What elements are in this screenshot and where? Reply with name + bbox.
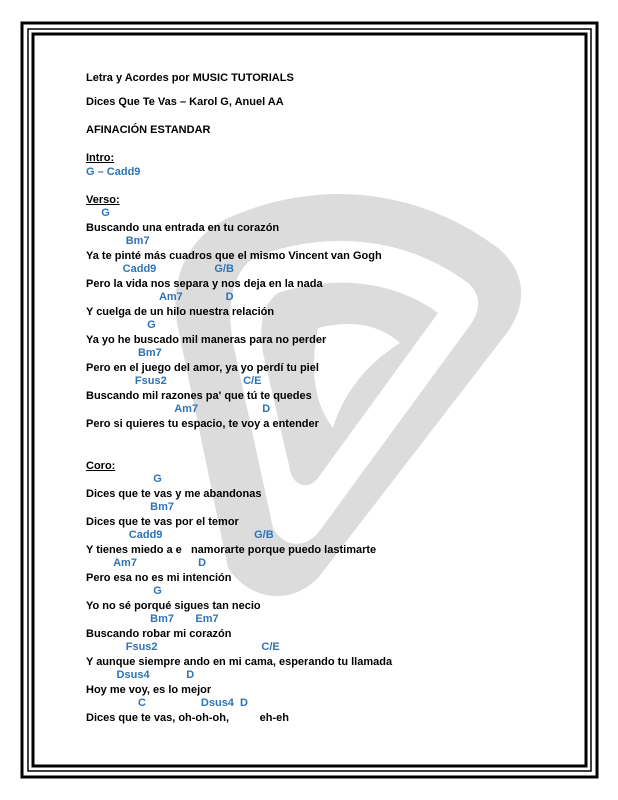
chorus-lyric-8: Hoy me voy, es lo mejor (86, 684, 212, 696)
chorus-heading: Coro: (86, 460, 116, 472)
verse-lyric-4: Y cuelga de un hilo nuestra relación (86, 306, 275, 318)
verse-lyric-1: Buscando una entrada en tu corazón (86, 222, 280, 234)
verse-chords-2: Bm7 (86, 235, 150, 247)
chorus-chords-4: Am7 D (86, 557, 207, 569)
verse-chords-7: Fsus2 C/E (86, 375, 262, 387)
chorus-chords-8: Dsus4 D (86, 669, 195, 681)
verse-chords-3: Cadd9 G/B (86, 263, 234, 275)
chorus-lyric-6: Buscando robar mi corazón (86, 628, 232, 640)
chorus-lyric-5: Yo no sé porqué sigues tan necio (86, 600, 261, 612)
chorus-chords-1: G (86, 473, 162, 485)
verse-chords-4: Am7 D (86, 291, 234, 303)
verse-lyric-6: Pero en el juego del amor, ya yo perdí tu piel (86, 362, 319, 374)
verse-chords-6: Bm7 (86, 347, 162, 359)
chorus-chords-5: G (86, 585, 162, 597)
verse-lyric-7: Buscando mil razones pa' que tú te quedes (86, 390, 312, 402)
chorus-lyric-2: Dices que te vas por el temor (86, 516, 239, 528)
chorus-lyric-7: Y aunque siempre ando en mi cama, esperando tu llamada (86, 656, 393, 668)
chorus-lyric-9: Dices que te vas, oh-oh-oh, eh-eh (86, 712, 289, 724)
credit-line: Letra y Acordes por MUSIC TUTORIALS (86, 72, 294, 84)
chorus-chords-2: Bm7 (86, 501, 175, 513)
verse-heading: Verso: (86, 194, 120, 206)
intro-heading: Intro: (86, 152, 115, 164)
chorus-lyric-3: Y tienes miedo a e namorarte porque puedo lastimarte (86, 544, 377, 556)
chorus-lyric-1: Dices que te vas y me abandonas (86, 488, 262, 500)
chorus-chords-6: Bm7 Em7 (86, 613, 219, 625)
verse-lyric-3: Pero la vida nos separa y nos deja en la nada (86, 278, 323, 290)
verse-chords-1: G (86, 207, 110, 219)
verse-chords-8: Am7 D (86, 403, 271, 415)
verse-lyric-8: Pero si quieres tu espacio, te voy a entender (86, 418, 319, 430)
verse-lyric-2: Ya te pinté más cuadros que el mismo Vincent van Gogh (86, 250, 382, 262)
chorus-chords-7: Fsus2 C/E (86, 641, 280, 653)
chorus-chords-9: C Dsus4 D (86, 697, 248, 709)
tuning-label: AFINACIÓN ESTANDAR (86, 124, 211, 136)
intro-chords: G – Cadd9 (86, 166, 141, 178)
verse-lyric-5: Ya yo he buscado mil maneras para no perder (86, 334, 327, 346)
chorus-chords-3: Cadd9 G/B (86, 529, 274, 541)
chorus-lyric-4: Pero esa no es mi intención (86, 572, 232, 584)
song-title: Dices Que Te Vas – Karol G, Anuel AA (86, 96, 284, 108)
verse-chords-5: G (86, 319, 156, 331)
